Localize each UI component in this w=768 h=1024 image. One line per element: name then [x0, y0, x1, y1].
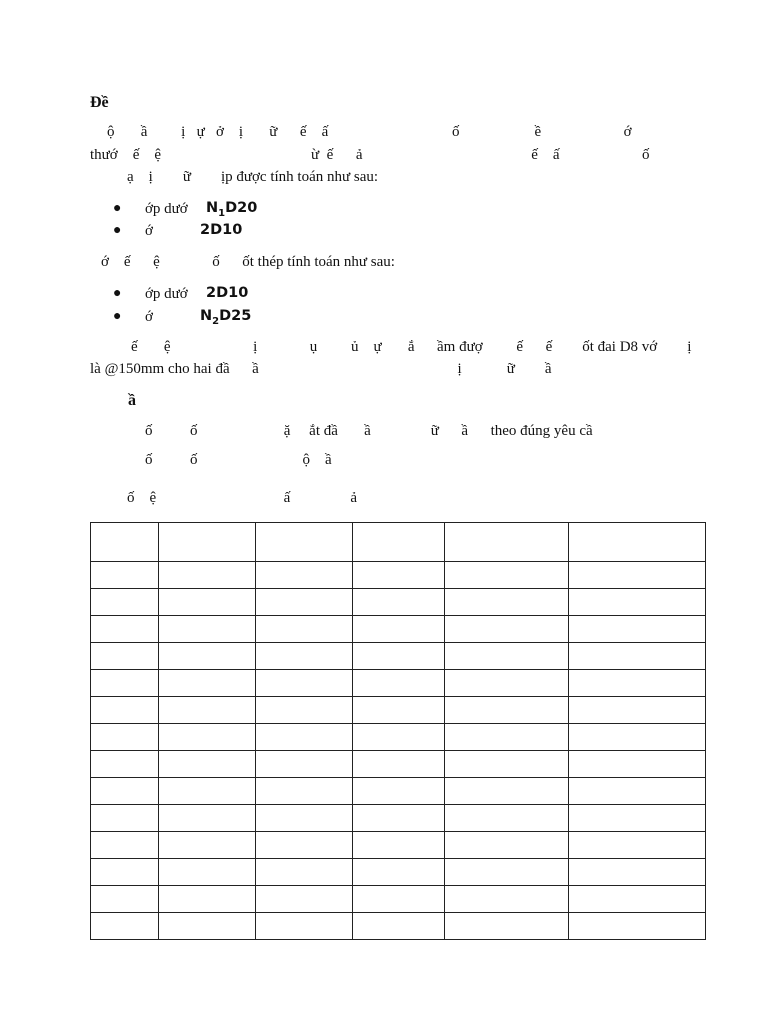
- table-row: [91, 805, 706, 832]
- paragraph-3-line-1: ế ệ ị ụ ủ ự ắ ầm đượ ế ế ốt đai D8 vớ ị: [131, 339, 692, 355]
- table-cell: [159, 670, 256, 697]
- table-row: [91, 589, 706, 616]
- table-cell: [353, 697, 445, 724]
- table-cell: [91, 562, 159, 589]
- table-cell: [256, 670, 353, 697]
- table-cell: [445, 697, 569, 724]
- table-row: [91, 886, 706, 913]
- table-cell: [159, 859, 256, 886]
- table-cell: [445, 832, 569, 859]
- table-cell: [569, 832, 706, 859]
- table-cell: [569, 805, 706, 832]
- table-cell: [353, 859, 445, 886]
- table-cell: [569, 886, 706, 913]
- table-cell: [569, 670, 706, 697]
- intro-line-2: thướ ế ệ ừ ế ả ế ấ ố: [90, 147, 650, 163]
- table-cell: [91, 913, 159, 940]
- table-cell: [159, 523, 256, 562]
- table-cell: [569, 724, 706, 751]
- table-cell: [569, 616, 706, 643]
- table-row: [91, 859, 706, 886]
- table-cell: [353, 751, 445, 778]
- table-cell: [569, 859, 706, 886]
- title: Đề: [90, 94, 109, 111]
- table-cell: [91, 589, 159, 616]
- question-2: ố ố ộ ầ: [145, 452, 332, 468]
- table-cell: [256, 751, 353, 778]
- table-cell: [91, 778, 159, 805]
- table-cell: [91, 523, 159, 562]
- formula: $N_2D25$: [200, 308, 252, 327]
- table-cell: [353, 778, 445, 805]
- bullet-icon: ●: [113, 223, 122, 238]
- table-row: [91, 697, 706, 724]
- table-cell: [256, 643, 353, 670]
- table-cell: [159, 805, 256, 832]
- table-cell: [159, 589, 256, 616]
- table-cell: [91, 832, 159, 859]
- table-cell: [445, 670, 569, 697]
- table-cell: [569, 913, 706, 940]
- table-cell: [256, 724, 353, 751]
- paragraph-3-line-2: là @150mm cho hai đầ ầ ị ữ ầ: [90, 361, 552, 377]
- table-cell: [91, 724, 159, 751]
- list-item-text: ớp dướ: [145, 286, 188, 302]
- table-cell: [445, 913, 569, 940]
- formula: 2D10: [206, 285, 249, 301]
- table-cell: [256, 616, 353, 643]
- table-cell: [353, 832, 445, 859]
- table-cell: [445, 724, 569, 751]
- table-cell: [353, 805, 445, 832]
- formula: $N_1D20$: [206, 200, 258, 219]
- table-cell: [353, 670, 445, 697]
- table-cell: [569, 523, 706, 562]
- table-cell: [353, 562, 445, 589]
- table-cell: [256, 562, 353, 589]
- table-cell: [569, 751, 706, 778]
- section-heading: ầ: [128, 392, 136, 409]
- table-cell: [256, 697, 353, 724]
- table-cell: [445, 859, 569, 886]
- intro-line-3: ạ ị ữ ịp được tính toán như sau:: [127, 169, 379, 185]
- table-cell: [353, 913, 445, 940]
- bullet-icon: ●: [113, 201, 122, 216]
- table-row: [91, 523, 706, 562]
- table-row: [91, 913, 706, 940]
- table-cell: [353, 643, 445, 670]
- table-row: [91, 832, 706, 859]
- data-table: [90, 522, 706, 940]
- bullet-icon: ●: [113, 309, 122, 324]
- table-cell: [353, 523, 445, 562]
- intro-line-1: ộ ầ ị ự ở ị ữ ế ấ ố ề ớ: [107, 124, 632, 140]
- table-cell: [256, 913, 353, 940]
- table-row: [91, 724, 706, 751]
- table-cell: [445, 805, 569, 832]
- table-cell: [569, 697, 706, 724]
- table-cell: [256, 778, 353, 805]
- table-cell: [445, 616, 569, 643]
- table-cell: [256, 523, 353, 562]
- table-row: [91, 616, 706, 643]
- table-cell: [569, 562, 706, 589]
- table-row: [91, 778, 706, 805]
- table-cell: [256, 832, 353, 859]
- table-cell: [159, 778, 256, 805]
- table-cell: [91, 805, 159, 832]
- table-cell: [159, 751, 256, 778]
- table-cell: [445, 886, 569, 913]
- table-cell: [445, 523, 569, 562]
- table-cell: [91, 670, 159, 697]
- table-cell: [159, 616, 256, 643]
- question-1: ố ố ặ ắt đầ ầ ữ ầ theo đúng yêu cầ: [145, 423, 593, 439]
- table-row: [91, 751, 706, 778]
- formula: 2D10: [200, 222, 243, 238]
- table-cell: [91, 859, 159, 886]
- table-cell: [353, 589, 445, 616]
- table-row: [91, 562, 706, 589]
- table-cell: [159, 562, 256, 589]
- table-cell: [91, 697, 159, 724]
- table-cell: [91, 751, 159, 778]
- table-row: [91, 643, 706, 670]
- table-cell: [353, 616, 445, 643]
- table-cell: [159, 724, 256, 751]
- table-cell: [353, 724, 445, 751]
- table-cell: [569, 643, 706, 670]
- table-cell: [569, 589, 706, 616]
- table-cell: [91, 616, 159, 643]
- list-item-text: ớ: [145, 223, 153, 239]
- table-cell: [256, 886, 353, 913]
- paragraph-2: ớ ế ệ ố ốt thép tính toán như sau:: [101, 254, 395, 270]
- bullet-icon: ●: [113, 286, 122, 301]
- table-cell: [91, 643, 159, 670]
- table-row: [91, 670, 706, 697]
- table-cell: [256, 859, 353, 886]
- table-cell: [91, 886, 159, 913]
- table-cell: [159, 913, 256, 940]
- table-cell: [159, 697, 256, 724]
- table-cell: [445, 589, 569, 616]
- table-caption: ố ệ ấ ả: [127, 490, 357, 506]
- table-cell: [569, 778, 706, 805]
- table-cell: [445, 751, 569, 778]
- table-cell: [445, 562, 569, 589]
- table-cell: [159, 886, 256, 913]
- table-cell: [159, 643, 256, 670]
- table-cell: [159, 832, 256, 859]
- table-cell: [256, 805, 353, 832]
- table-cell: [445, 643, 569, 670]
- table-cell: [445, 778, 569, 805]
- table-cell: [353, 886, 445, 913]
- table-cell: [256, 589, 353, 616]
- list-item-text: ớ: [145, 309, 153, 325]
- list-item-text: ớp dướ: [145, 201, 188, 217]
